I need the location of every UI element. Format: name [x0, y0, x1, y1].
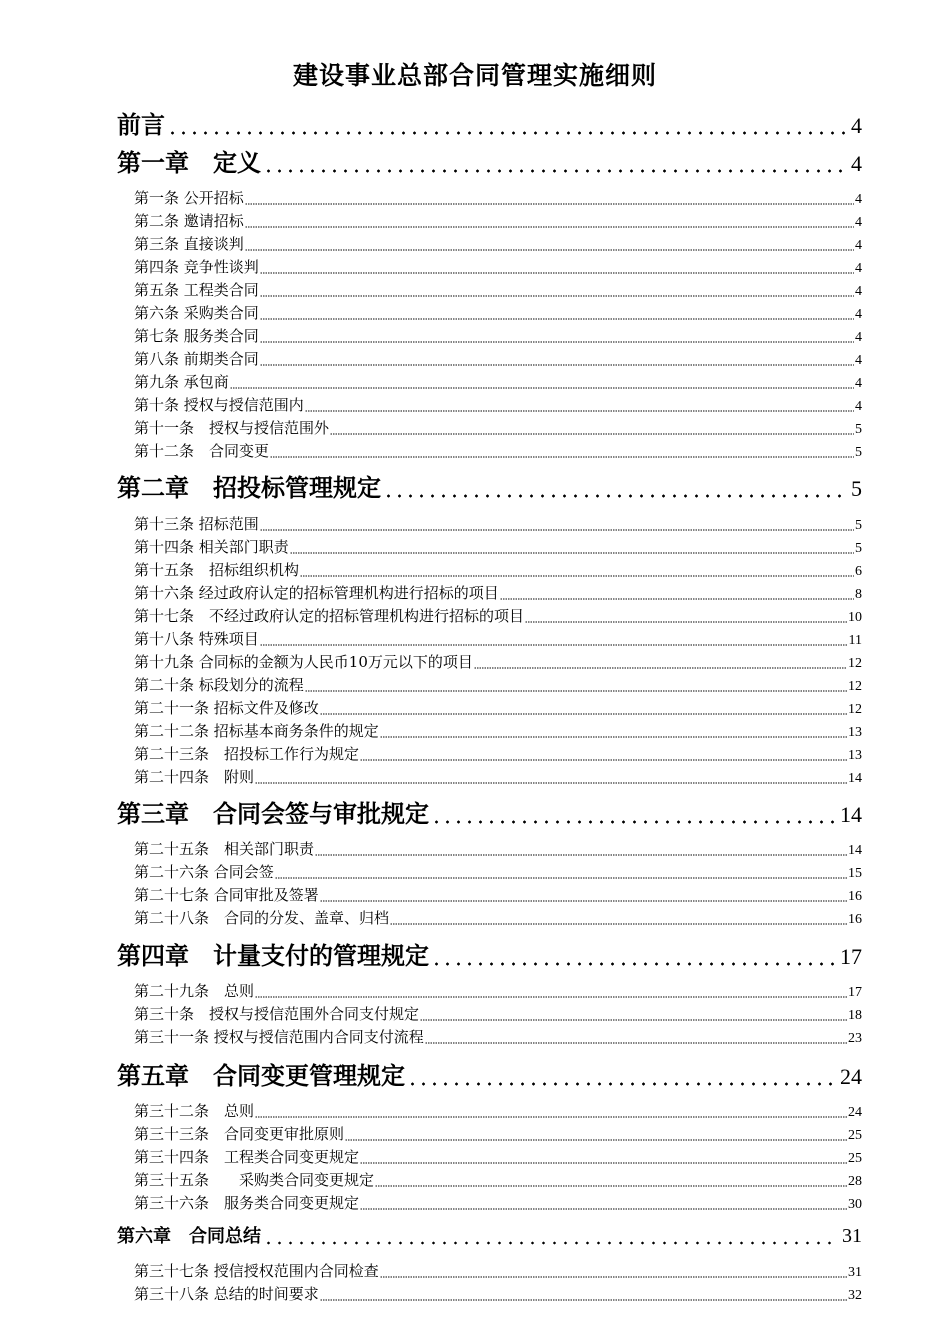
- toc-chapter-entry[interactable]: [117, 143, 862, 183]
- dot-leader: [380, 736, 847, 738]
- dot-leader: [263, 169, 847, 173]
- toc-entry-label: 第三十七条 授信授权范围内合同检查: [134, 1262, 379, 1280]
- toc-article-entry[interactable]: [134, 605, 862, 628]
- toc-entry-label: 第二十九条 总则: [134, 982, 255, 1000]
- dot-leader: [390, 923, 847, 925]
- dot-leader: [270, 456, 854, 458]
- toc-page-number: 14: [848, 771, 862, 786]
- toc-page-number: 4: [855, 307, 862, 322]
- toc-article-entry[interactable]: [134, 1283, 862, 1306]
- dot-leader: [260, 644, 848, 646]
- toc-article-entry[interactable]: [134, 980, 862, 1003]
- dot-leader: [360, 1208, 847, 1210]
- dot-leader: [260, 529, 854, 531]
- toc-entry-label: 第三十二条 总则: [134, 1102, 255, 1120]
- toc-article-entry[interactable]: [134, 233, 862, 256]
- toc-page-number: 14: [848, 843, 862, 858]
- toc-article-entry[interactable]: [134, 394, 862, 417]
- toc-article-entry[interactable]: [134, 1123, 862, 1146]
- toc-entry-label: 第三章 合同会签与审批规定: [117, 799, 429, 828]
- dot-leader: [320, 1299, 847, 1301]
- toc-page-number: 4: [855, 215, 862, 230]
- toc-entry-label: 第一章 定义: [117, 148, 261, 177]
- toc-page-number: 10: [848, 610, 862, 625]
- toc-page-number: 24: [848, 1105, 862, 1120]
- toc-page-number: 4: [855, 284, 862, 299]
- toc-page-number: 12: [848, 679, 862, 694]
- dot-leader: [330, 433, 854, 435]
- toc-article-entry[interactable]: [134, 766, 862, 789]
- toc-entry-label: 第九条 承包商: [134, 373, 229, 391]
- toc-article-entry[interactable]: [134, 440, 862, 463]
- dot-leader: [167, 131, 847, 135]
- toc-page-number: 12: [848, 656, 862, 671]
- dot-leader: [345, 1139, 847, 1141]
- toc-page-number: 4: [855, 399, 862, 414]
- toc-page-number: 30: [848, 1197, 862, 1212]
- toc-article-entry[interactable]: [134, 674, 862, 697]
- toc-article-entry[interactable]: [134, 1003, 862, 1026]
- toc-page-number: 32: [848, 1288, 862, 1303]
- toc-entry-label: 第二十三条 招投标工作行为规定: [134, 745, 360, 763]
- toc-entry-label: 前言: [117, 110, 165, 139]
- dot-leader: [431, 962, 836, 966]
- toc-chapter-entry[interactable]: [117, 105, 862, 145]
- toc-page-number: 31: [842, 1225, 862, 1247]
- toc-page-number: 5: [855, 518, 862, 533]
- toc-entry-label: 第十条 授权与授信范围内: [134, 396, 304, 414]
- toc-entry-label: 第三十四条 工程类合同变更规定: [134, 1148, 360, 1166]
- toc-page-number: 18: [848, 1008, 862, 1023]
- toc-page-number: 17: [848, 985, 862, 1000]
- dot-leader: [375, 1185, 847, 1187]
- toc-article-entry[interactable]: [134, 838, 862, 861]
- toc-page-number: 25: [848, 1128, 862, 1143]
- toc-page-number: 4: [855, 192, 862, 207]
- toc-page-number: 12: [848, 702, 862, 717]
- toc-entry-label: 第七条 服务类合同: [134, 327, 259, 345]
- dot-leader: [245, 226, 854, 228]
- toc-entry-label: 第十二条 合同变更: [134, 442, 270, 460]
- toc-entry-label: 第二十二条 招标基本商务条件的规定: [134, 722, 379, 740]
- toc-page-number: 6: [855, 564, 862, 579]
- toc-entry-label: 第十六条 经过政府认定的招标管理机构进行招标的项目: [134, 584, 499, 602]
- toc-page-number: 4: [855, 376, 862, 391]
- dot-leader: [360, 1162, 847, 1164]
- toc-article-entry[interactable]: [134, 582, 862, 605]
- toc-page-number: 16: [848, 889, 862, 904]
- dot-leader: [255, 996, 847, 998]
- toc-entry-label: 第十七条 不经过政府认定的招标管理机构进行招标的项目: [134, 607, 525, 625]
- toc-entry-label: 第十九条 合同标的金额为人民币10万元以下的项目: [134, 653, 473, 671]
- toc-page-number: 14: [840, 802, 862, 827]
- dot-leader: [320, 713, 847, 715]
- toc-page-number: 15: [848, 866, 862, 881]
- toc-article-entry[interactable]: [134, 348, 862, 371]
- toc-chapter-entry[interactable]: [117, 936, 862, 976]
- toc-entry-label: 第十一条 授权与授信范围外: [134, 419, 330, 437]
- dot-leader: [383, 494, 847, 498]
- toc-article-entry[interactable]: [134, 907, 862, 930]
- toc-entry-label: 第三十条 授权与授信范围外合同支付规定: [134, 1005, 420, 1023]
- toc-article-entry[interactable]: [134, 536, 862, 559]
- dot-leader: [275, 877, 847, 879]
- dot-leader: [305, 410, 854, 412]
- toc-entry-label: 第十四条 相关部门职责: [134, 538, 289, 556]
- toc-article-entry[interactable]: [134, 720, 862, 743]
- toc-entry-label: 第四条 竞争性谈判: [134, 258, 259, 276]
- toc-article-entry[interactable]: [134, 628, 862, 651]
- toc-article-entry[interactable]: [134, 1100, 862, 1123]
- toc-article-entry[interactable]: [134, 1192, 862, 1215]
- document-title: 建设事业总部合同管理实施细则: [292, 61, 657, 90]
- toc-article-entry[interactable]: [134, 256, 862, 279]
- toc-entry-label: 第三条 直接谈判: [134, 235, 244, 253]
- dot-leader: [525, 621, 847, 623]
- toc-article-entry[interactable]: [134, 325, 862, 348]
- toc-entry-label: 第十三条 招标范围: [134, 515, 259, 533]
- toc-article-entry[interactable]: [134, 279, 862, 302]
- toc-article-entry[interactable]: [134, 417, 862, 440]
- toc-article-entry[interactable]: [134, 210, 862, 233]
- dot-leader: [380, 1276, 847, 1278]
- dot-leader: [255, 782, 847, 784]
- toc-article-entry[interactable]: [134, 559, 862, 582]
- toc-page-number: 4: [855, 261, 862, 276]
- dot-leader: [255, 1116, 847, 1118]
- toc-article-entry[interactable]: [134, 513, 862, 536]
- toc-chapter-entry[interactable]: [117, 468, 862, 508]
- dot-leader: [263, 1241, 838, 1245]
- toc-entry-label: 第三十三条 合同变更审批原则: [134, 1125, 345, 1143]
- toc-chapter-entry[interactable]: [117, 1222, 862, 1252]
- toc-page-number: 23: [848, 1031, 862, 1046]
- toc-entry-label: 第二十一条 招标文件及修改: [134, 699, 319, 717]
- dot-leader: [315, 854, 847, 856]
- toc-page-number: 4: [855, 330, 862, 345]
- toc-chapter-entry[interactable]: [117, 1056, 862, 1096]
- dot-leader: [260, 272, 854, 274]
- toc-page-number: 17: [840, 944, 862, 969]
- dot-leader: [230, 387, 854, 389]
- dot-leader: [420, 1019, 847, 1021]
- toc-page-number: 16: [848, 912, 862, 927]
- toc-page-number: 13: [848, 748, 862, 763]
- toc-entry-label: 第二十六条 合同会签: [134, 863, 274, 881]
- toc-article-entry[interactable]: [134, 1026, 862, 1049]
- toc-page-number: 8: [855, 587, 862, 602]
- toc-entry-label: 第二章 招投标管理规定: [117, 473, 381, 502]
- dot-leader: [290, 552, 854, 554]
- toc-page-number: 4: [855, 238, 862, 253]
- toc-page-number: 5: [851, 476, 862, 501]
- toc-page-number: 11: [848, 633, 862, 648]
- dot-leader: [474, 667, 847, 669]
- dot-leader: [305, 690, 847, 692]
- dot-leader: [260, 341, 854, 343]
- toc-entry-label: 第六章 合同总结: [117, 1226, 261, 1247]
- toc-entry-label: 第八条 前期类合同: [134, 350, 259, 368]
- toc-page-number: 13: [848, 725, 862, 740]
- toc-entry-label: 第二十条 标段划分的流程: [134, 676, 304, 694]
- toc-entry-label: 第三十八条 总结的时间要求: [134, 1285, 319, 1303]
- dot-leader: [320, 900, 847, 902]
- toc-entry-label: 第三十五条 采购类合同变更规定: [134, 1171, 375, 1189]
- toc-entry-label: 第二十八条 合同的分发、盖章、归档: [134, 909, 390, 927]
- toc-page-number: 4: [851, 113, 862, 138]
- toc-page-number: 5: [855, 445, 862, 460]
- toc-article-entry[interactable]: [134, 187, 862, 210]
- toc-page-number: 4: [855, 353, 862, 368]
- dot-leader: [260, 295, 854, 297]
- toc-page-number: 25: [848, 1151, 862, 1166]
- dot-leader: [425, 1042, 847, 1044]
- toc-entry-label: 第二条 邀请招标: [134, 212, 244, 230]
- toc-chapter-entry[interactable]: [117, 794, 862, 834]
- toc-entry-label: 第六条 采购类合同: [134, 304, 259, 322]
- dot-leader: [245, 203, 854, 205]
- toc-entry-label: 第五章 合同变更管理规定: [117, 1061, 405, 1090]
- toc-article-entry[interactable]: [134, 743, 862, 766]
- dot-leader: [500, 598, 854, 600]
- toc-entry-label: 第二十七条 合同审批及签署: [134, 886, 319, 904]
- dot-leader: [407, 1082, 836, 1086]
- dot-leader: [245, 249, 854, 251]
- toc-entry-label: 第十五条 招标组织机构: [134, 561, 300, 579]
- toc-article-entry[interactable]: [134, 651, 862, 674]
- toc-entry-label: 第二十四条 附则: [134, 768, 255, 786]
- toc-entry-label: 第三十一条 授权与授信范围内合同支付流程: [134, 1028, 424, 1046]
- toc-page-number: 5: [855, 541, 862, 556]
- toc-page-number: 5: [855, 422, 862, 437]
- toc-page-number: 24: [840, 1064, 862, 1089]
- toc-entry-label: 第一条 公开招标: [134, 189, 244, 207]
- toc-article-entry[interactable]: [134, 1260, 862, 1283]
- dot-leader: [360, 759, 847, 761]
- toc-article-entry[interactable]: [134, 697, 862, 720]
- toc-article-entry[interactable]: [134, 302, 862, 325]
- toc-page-number: 31: [848, 1265, 862, 1280]
- toc-article-entry[interactable]: [134, 1146, 862, 1169]
- toc-entry-label: 第三十六条 服务类合同变更规定: [134, 1194, 360, 1212]
- dot-leader: [260, 318, 854, 320]
- toc-article-entry[interactable]: [134, 861, 862, 884]
- toc-page-number: 28: [848, 1174, 862, 1189]
- toc-article-entry[interactable]: [134, 884, 862, 907]
- toc-article-entry[interactable]: [134, 1169, 862, 1192]
- toc-entry-label: 第十八条 特殊项目: [134, 630, 259, 648]
- toc-article-entry[interactable]: [134, 371, 862, 394]
- toc-entry-label: 第五条 工程类合同: [134, 281, 259, 299]
- dot-leader: [260, 364, 854, 366]
- toc-entry-label: 第二十五条 相关部门职责: [134, 840, 315, 858]
- dot-leader: [300, 575, 854, 577]
- toc-page-number: 4: [851, 151, 862, 176]
- dot-leader: [431, 820, 836, 824]
- toc-entry-label: 第四章 计量支付的管理规定: [117, 941, 429, 970]
